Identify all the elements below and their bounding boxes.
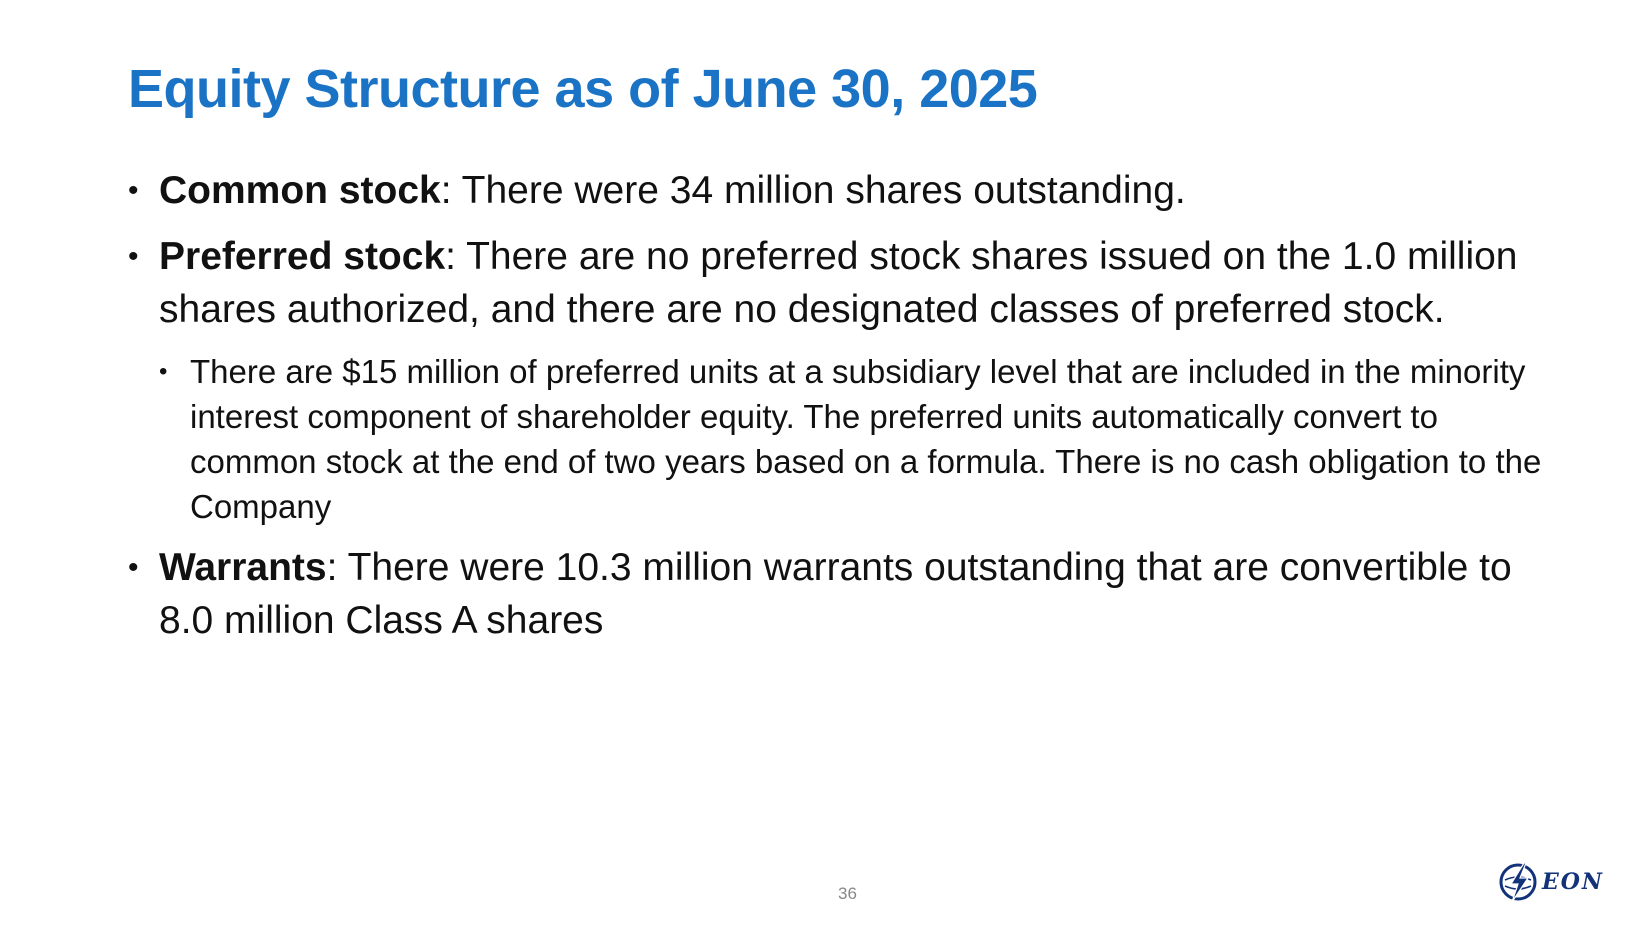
bullet-common-stock — [128, 164, 1568, 217]
bullet-term: Warrants — [159, 546, 327, 589]
bullet-text: : There are no preferred stock shares issued on the 1.0 million shares authorized, and there are no designated classes of preferred stock. — [159, 235, 1518, 331]
bullet-dot-icon: • — [159, 358, 168, 385]
logo-text: EON — [1542, 869, 1605, 895]
page-number: 36 — [838, 884, 857, 903]
sub-bullet-preferred-units — [159, 349, 1568, 529]
lightning-globe-icon — [1496, 860, 1540, 904]
bullet-list — [128, 164, 1568, 660]
sub-bullet-list — [128, 349, 1568, 529]
slide-title: Equity Structure as of June 30, 2025 — [128, 59, 1038, 119]
bullet-text: : There were 34 million shares outstanding. — [440, 169, 1186, 212]
sub-bullet-text: There are $15 million of preferred units at a subsidiary level that are included in the minority interest component of shareholder equity. The preferred units automatically convert to common stock at the end of two years based on a formula. There is no cash obligation to the Company — [190, 353, 1542, 525]
bullet-preferred-stock — [128, 230, 1568, 336]
bullet-dot-icon: • — [128, 240, 139, 273]
bullet-term: Common stock — [159, 169, 441, 212]
company-logo — [1496, 858, 1618, 906]
bullet-dot-icon: • — [128, 174, 139, 207]
bullet-text: : There were 10.3 million warrants outstanding that are convertible to 8.0 million Class A shares — [159, 546, 1512, 642]
bullet-term: Preferred stock — [159, 235, 446, 278]
bullet-dot-icon: • — [128, 551, 139, 584]
bullet-warrants — [128, 541, 1568, 647]
sub-bullet-group — [128, 349, 1568, 529]
